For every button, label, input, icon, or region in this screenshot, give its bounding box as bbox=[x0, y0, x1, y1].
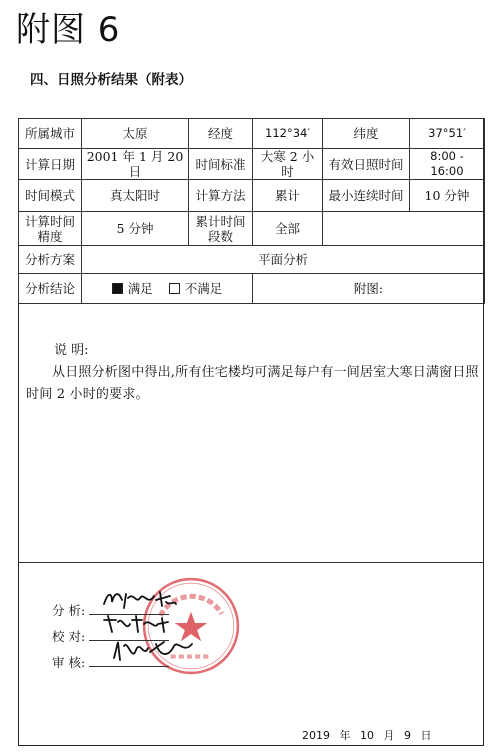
effective-time-label: 有效日照时间 bbox=[323, 149, 410, 180]
review-signature bbox=[108, 636, 198, 666]
checkbox-satisfied[interactable] bbox=[112, 283, 123, 294]
table-row bbox=[19, 212, 485, 246]
effective-time-value: 8:00 - 16:00 bbox=[410, 149, 485, 180]
table-row bbox=[19, 246, 485, 274]
attachment-label: 附图: bbox=[253, 274, 485, 304]
table-row bbox=[19, 119, 485, 149]
longitude-label: 经度 bbox=[189, 119, 253, 149]
date-day-unit: 日 bbox=[420, 729, 432, 742]
option-not-satisfied-label: 不满足 bbox=[184, 281, 223, 296]
empty-cell bbox=[323, 212, 485, 246]
divider bbox=[18, 562, 484, 563]
date-month: 10 bbox=[360, 729, 374, 742]
city-value: 太原 bbox=[82, 119, 189, 149]
date-day: 9 bbox=[404, 729, 411, 742]
date-month-unit: 月 bbox=[383, 729, 395, 742]
table-row bbox=[19, 180, 485, 212]
sunlight-analysis-table bbox=[18, 118, 485, 304]
explanation-heading: 说 明: bbox=[54, 343, 89, 358]
time-standard-value: 大寒 2 小时 bbox=[253, 149, 323, 180]
review-label: 审 核: bbox=[52, 655, 86, 670]
calc-method-label: 计算方法 bbox=[189, 180, 253, 212]
conclusion-label: 分析结论 bbox=[19, 274, 82, 304]
scheme-label: 分析方案 bbox=[19, 246, 82, 274]
table-row bbox=[19, 149, 485, 180]
check-signature bbox=[98, 612, 178, 638]
conclusion-options bbox=[82, 274, 253, 304]
city-label: 所属城市 bbox=[19, 119, 82, 149]
analysis-label: 分 析: bbox=[52, 603, 86, 618]
option-satisfied-label: 满足 bbox=[127, 281, 153, 296]
longitude-value: 112°34′ bbox=[253, 119, 323, 149]
document-date bbox=[302, 727, 432, 743]
analysis-signature bbox=[100, 586, 180, 614]
segments-label: 累计时间段数 bbox=[189, 212, 253, 246]
calc-method-value: 累计 bbox=[253, 180, 323, 212]
precision-value: 5 分钟 bbox=[82, 212, 189, 246]
page-title: 附图 6 bbox=[16, 10, 121, 50]
explanation-section bbox=[26, 340, 480, 406]
time-mode-value: 真太阳时 bbox=[82, 180, 189, 212]
calc-date-value: 2001 年 1 月 20 日 bbox=[82, 149, 189, 180]
scheme-value: 平面分析 bbox=[82, 246, 485, 274]
precision-label: 计算时间精度 bbox=[19, 212, 82, 246]
min-continuous-label: 最小连续时间 bbox=[323, 180, 410, 212]
calc-date-label: 计算日期 bbox=[19, 149, 82, 180]
latitude-value: 37°51′ bbox=[410, 119, 485, 149]
section-subtitle: 四、日照分析结果（附表） bbox=[30, 72, 192, 88]
table-row bbox=[19, 274, 485, 304]
segments-value: 全部 bbox=[253, 212, 323, 246]
checkbox-not-satisfied[interactable] bbox=[169, 283, 180, 294]
latitude-label: 纬度 bbox=[323, 119, 410, 149]
min-continuous-value: 10 分钟 bbox=[410, 180, 485, 212]
time-mode-label: 时间模式 bbox=[19, 180, 82, 212]
date-year: 2019 bbox=[302, 729, 330, 742]
explanation-body: 从日照分析图中得出,所有住宅楼均可满足每户有一间居室大寒日满窗日照时间 2 小时的要求。 bbox=[26, 365, 479, 402]
time-standard-label: 时间标准 bbox=[189, 149, 253, 180]
date-year-unit: 年 bbox=[339, 729, 351, 742]
check-label: 校 对: bbox=[52, 629, 86, 644]
